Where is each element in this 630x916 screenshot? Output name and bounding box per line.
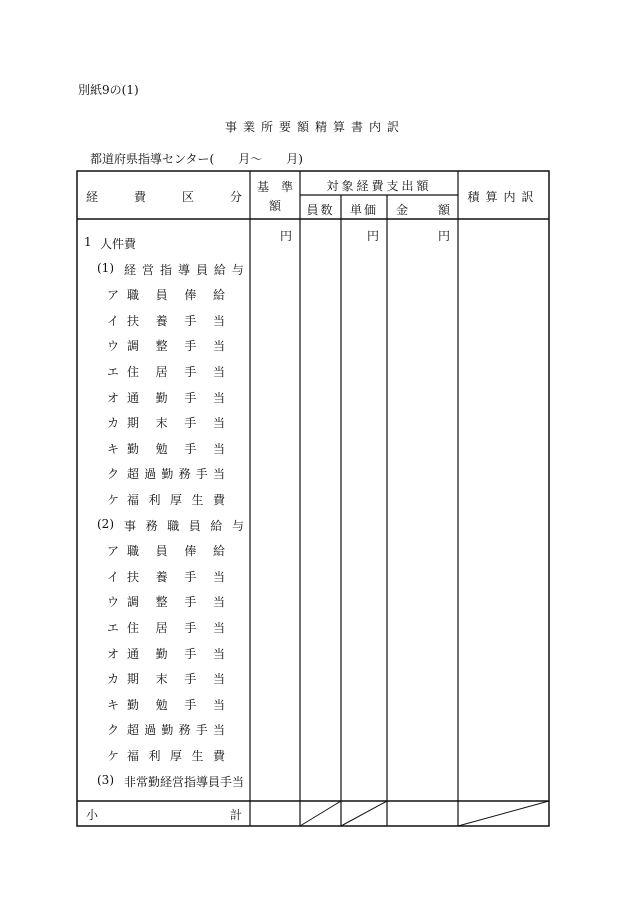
row-label-char: 勤 (127, 441, 140, 456)
row-label (127, 721, 225, 738)
row-label-char: 員 (155, 288, 168, 303)
row-label-char: 事 (124, 518, 137, 533)
row-label-char: 当 (212, 621, 225, 635)
row-label: 人件費 (100, 237, 137, 251)
row-label-char: 通 (127, 390, 140, 405)
row-label (127, 312, 225, 329)
row-prefix: カ (107, 672, 120, 687)
row-label-char: 養 (155, 569, 168, 584)
document-subtitle: 都道府県指導センター( 月～ 月) (90, 152, 303, 166)
row-label-char: 当 (212, 672, 225, 687)
header-category-char: 費 (133, 190, 146, 204)
row-label: 非常勤経営指導員手当 (124, 774, 245, 789)
row-label-char: 員 (188, 518, 201, 533)
row-label-char: 当 (212, 569, 225, 584)
row-label-char: 調 (127, 595, 140, 610)
row-label (127, 337, 225, 354)
header-calc-detail: 積算内訳 (467, 190, 540, 204)
row-label-char: 当 (212, 416, 225, 431)
row-prefix: エ (107, 621, 120, 635)
row-label-char: 指 (159, 262, 172, 277)
row-label (127, 440, 225, 457)
row-label-char: 手 (184, 390, 197, 405)
row-label-char: 手 (184, 569, 197, 584)
header-category-char: 区 (181, 190, 194, 204)
row-label (127, 696, 225, 713)
row-label-char: 当 (212, 467, 225, 482)
row-prefix: ウ (107, 595, 120, 610)
row-label-char: 導 (177, 262, 190, 277)
row-label-char: 当 (212, 646, 225, 661)
row-label-char: 給 (213, 262, 226, 277)
row-label-char: 勤 (155, 390, 168, 405)
row-label-char: 居 (155, 365, 168, 379)
row-label-char: 俸 (184, 288, 197, 303)
row-label-char: 末 (155, 416, 168, 431)
row-prefix: ク (107, 723, 120, 738)
row-label-char: 手 (184, 697, 197, 712)
row-label (127, 542, 225, 559)
row-label-char: 当 (212, 595, 225, 610)
row-label-char: 当 (212, 390, 225, 405)
row-prefix: ア (107, 288, 120, 303)
header-base-amount-2: 額 (268, 199, 281, 213)
row-label-char: 務 (178, 723, 191, 738)
row-label-char: 厚 (169, 493, 182, 507)
row-label-char: 手 (184, 595, 197, 610)
row-prefix: ク (107, 467, 120, 482)
row-label-char: 員 (195, 262, 208, 277)
row-label-char: 給 (212, 288, 225, 303)
row-label-char: 勉 (155, 697, 168, 712)
row-label-char: 末 (155, 672, 168, 687)
row-label-char: 生 (191, 493, 204, 507)
row-label-char: 福 (127, 493, 140, 507)
header-base-amount: 基 準 (256, 180, 293, 194)
row-label (127, 645, 225, 662)
row-label-char: 営 (141, 262, 154, 277)
row-label (124, 261, 244, 278)
row-label-char: 経 (124, 262, 137, 277)
row-prefix: (3) (97, 772, 114, 787)
header-amount-char: 金 (396, 203, 409, 217)
subtotal-char: 小 (86, 808, 99, 822)
subtotal-diagonal-unit (341, 801, 387, 826)
document-title: 事業所要額精算書内訳 (224, 120, 405, 134)
header-amount-char: 額 (437, 203, 450, 217)
row-label (127, 465, 225, 482)
row-label (127, 619, 225, 636)
row-prefix: キ (107, 441, 120, 456)
row-label-char: 手 (184, 646, 197, 661)
row-label-char: 過 (144, 723, 157, 738)
row-label-char: 扶 (127, 313, 140, 328)
row-label-char: 手 (184, 441, 197, 456)
row-label-char: 当 (212, 723, 225, 738)
row-label (127, 363, 225, 380)
row-label (127, 670, 225, 687)
row-label-char: 給 (212, 544, 225, 559)
row-prefix: イ (107, 569, 120, 584)
row-label-char: 厚 (169, 749, 182, 763)
row-prefix: エ (107, 365, 120, 379)
row-label-char: 手 (184, 672, 197, 687)
row-prefix: オ (107, 390, 120, 405)
row-label-char: 手 (184, 416, 197, 431)
row-label-char: 期 (127, 672, 140, 687)
document-reference: 別紙9の(1) (78, 83, 139, 97)
row-label-char: 超 (127, 467, 140, 482)
row-label-char: 手 (184, 621, 197, 635)
row-label-char: 手 (195, 467, 208, 482)
row-label-char: 利 (148, 749, 161, 763)
row-label-char: 調 (127, 339, 140, 354)
row-prefix: ケ (107, 493, 120, 507)
row-label (127, 491, 225, 508)
row-label-char: 費 (212, 749, 225, 763)
row-label-char: 当 (212, 365, 225, 379)
row-label-char: 俸 (184, 544, 197, 559)
row-label (127, 286, 225, 303)
row-label-char: 当 (212, 313, 225, 328)
header-target-expense: 対象経費支出額 (326, 179, 432, 193)
row-prefix: (2) (97, 516, 114, 531)
header-category-char: 経 (86, 190, 99, 204)
row-label-char: 期 (127, 416, 140, 431)
row-label-char: 養 (155, 313, 168, 328)
row-label-char: 住 (127, 365, 140, 379)
row-label-char: 手 (184, 339, 197, 354)
row-prefix: (1) (97, 260, 114, 275)
row-label-char: 利 (148, 493, 161, 507)
row-prefix: ア (107, 544, 120, 559)
row-label-char: 費 (212, 493, 225, 507)
row-label-char: 当 (212, 441, 225, 456)
unit-amount: 円 (438, 229, 451, 243)
row-label-char: 福 (127, 749, 140, 763)
row-label-char: 手 (184, 313, 197, 328)
subtotal-diagonal-staff (300, 801, 341, 826)
row-label-char: 整 (155, 339, 168, 354)
row-label-char: 当 (212, 339, 225, 354)
row-label-char: 当 (212, 697, 225, 712)
header-amount (396, 201, 450, 218)
row-label-char: 務 (145, 518, 158, 533)
row-label-char: 与 (231, 262, 244, 277)
row-label (127, 389, 225, 406)
row-label-char: 勤 (161, 723, 174, 738)
row-label-char: 過 (144, 467, 157, 482)
row-label-char: 勤 (155, 646, 168, 661)
unit-base: 円 (280, 229, 293, 243)
row-label (127, 414, 225, 431)
row-prefix: ウ (107, 339, 120, 354)
row-label-char: 務 (178, 467, 191, 482)
row-label-char: 生 (191, 749, 204, 763)
row-prefix: ケ (107, 749, 120, 763)
row-label-char: 整 (155, 595, 168, 610)
row-label-char: 給 (210, 518, 223, 533)
row-label-char: 職 (167, 518, 180, 533)
subtotal-char: 計 (229, 808, 242, 822)
subtotal-diagonal-calc (458, 801, 549, 826)
row-label-char: 住 (127, 621, 140, 635)
row-label-char: 手 (184, 365, 197, 379)
row-label-char: 勉 (155, 441, 168, 456)
header-category-char: 分 (229, 190, 242, 204)
row-label-char: 与 (231, 518, 244, 533)
row-label-char: 職 (127, 544, 140, 559)
row-label-char: 通 (127, 646, 140, 661)
row-label (127, 747, 225, 764)
row-label-char: 居 (155, 621, 168, 635)
row-label-char: 勤 (127, 697, 140, 712)
unit-unit-price: 円 (367, 229, 380, 243)
subtotal-label (86, 806, 242, 823)
header-staff-count: 員数 (306, 203, 335, 217)
row-label-char: 員 (155, 544, 168, 559)
row-label (127, 593, 225, 610)
header-unit-price: 単価 (349, 203, 378, 217)
row-label-char: 手 (195, 723, 208, 738)
row-label-char: 勤 (161, 467, 174, 482)
row-label-char: 職 (127, 288, 140, 303)
row-label-char: 超 (127, 723, 140, 738)
row-label-char: 扶 (127, 569, 140, 584)
row-prefix: キ (107, 697, 120, 712)
row-prefix: オ (107, 646, 120, 661)
row-prefix: カ (107, 416, 120, 431)
row-label (124, 517, 244, 534)
row-prefix: 1 (84, 235, 92, 249)
row-prefix: イ (107, 313, 120, 328)
header-category (86, 188, 242, 205)
row-label (127, 568, 225, 585)
